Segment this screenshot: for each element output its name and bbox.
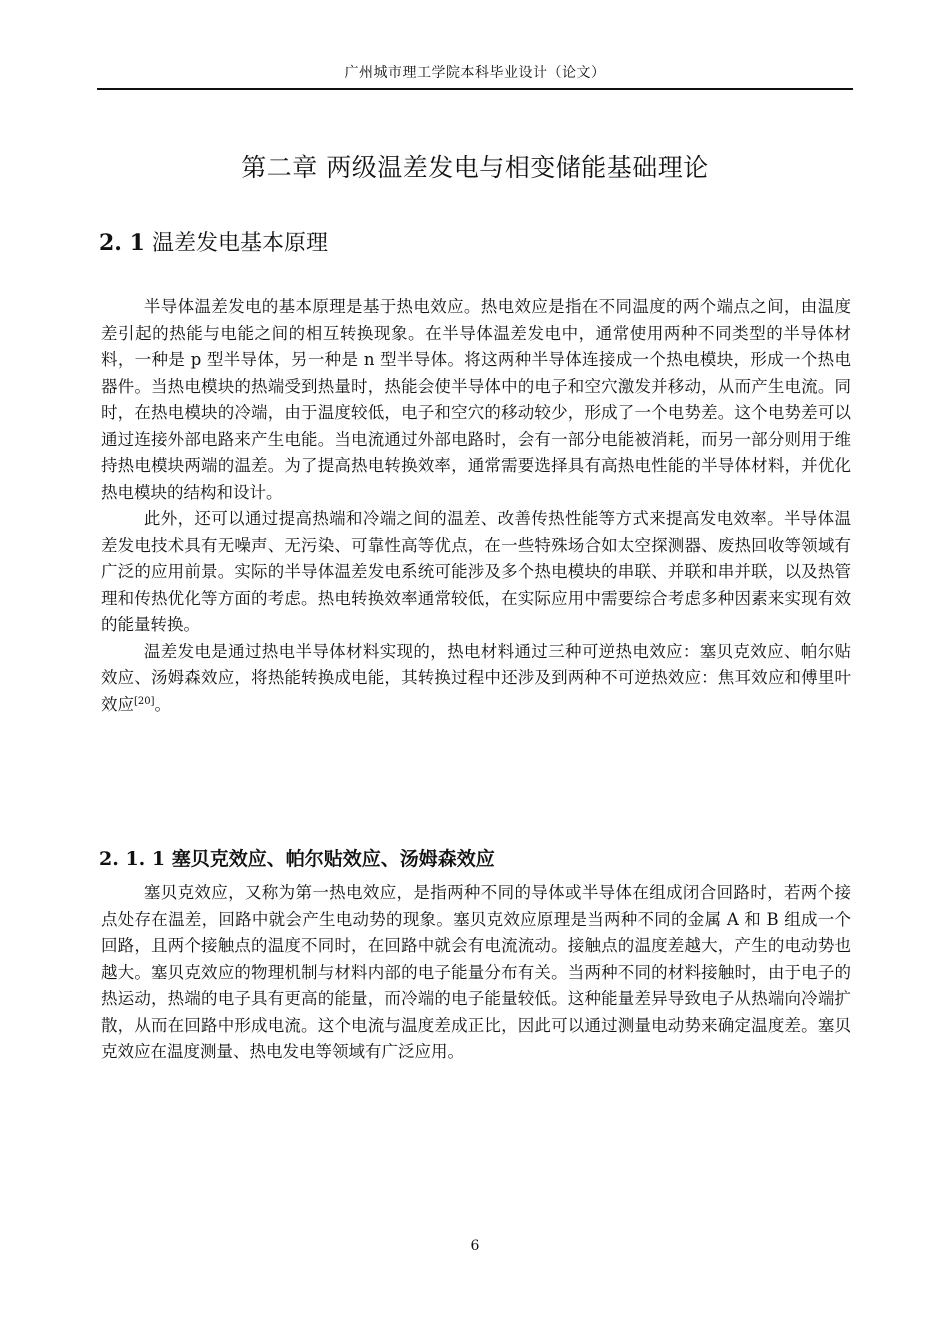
subsection-number: 2. 1. 1 bbox=[99, 848, 166, 870]
paragraph: 此外，还可以通过提高热端和冷端之间的温差、改善传热性能等方式来提高发电效率。半导体温差发电技术具有无噪声、无污染、可靠性高等优点，在一些特殊场合如太空探测器、废热回收等领域有广泛的应用前景。实际的半导体温差发电系统可能涉及多个热电模块的串联、并联和串并联，以及热管理和传热优化等方面的考虑。热电转换效率通常较低，在实际应用中需要综合考虑多种因素来实现有效的能量转换。 bbox=[101, 509, 851, 634]
page-number: 6 bbox=[470, 1238, 480, 1254]
citation-reference: [20] bbox=[134, 695, 155, 707]
subsection-title: 塞贝克效应、帕尔贴效应、汤姆森效应 bbox=[171, 848, 495, 870]
chapter-title: 第二章 两级温差发电与相变储能基础理论 bbox=[241, 153, 709, 182]
section-2-1-body bbox=[101, 294, 851, 718]
section-title: 温差发电基本原理 bbox=[151, 231, 328, 256]
paragraph-with-citation bbox=[101, 639, 851, 719]
subsection-heading-2-1-1 bbox=[99, 844, 495, 871]
subsection-2-1-1-body bbox=[101, 880, 851, 1066]
paragraph: 半导体温差发电的基本原理是基于热电效应。热电效应是指在不同温度的两个端点之间，由温度差引起的热能与电能之间的相互转换现象。在半导体温差发电中，通常使用两种不同类型的半导体材料，一种是 p 型半导体，另一种是 n 型半导体。将这两种半导体连接成一个热电模块，形成一个热电器件。当热电模块的热端受到热量时，热能会使半导体中的电子和空穴激发并移动，从而产生电流。同时，在热电模块的冷端，由于温度较低，电子和空穴的移动较少，形成了一个电势差。这个电势差可以通过连接外部电路来产生电能。当电流通过外部电路时，会有一部分电能被消耗，而另一部分则用于维持热电模块两端的温差。为了提高热电转换效率，通常需要选择具有高热电性能的半导体材料，并优化热电模块的结构和设计。 bbox=[101, 297, 851, 502]
paragraph-end-punctuation: 。 bbox=[154, 694, 172, 714]
running-header: 广州城市理工学院本科毕业设计（论文） bbox=[344, 65, 606, 81]
paragraph-text: 温差发电是通过热电半导体材料实现的，热电材料通过三种可逆热电效应：塞贝克效应、帕尔贴效应、汤姆森效应，将热能转换成电能，其转换过程中还涉及到两种不可逆热效应：焦耳效应和傅里叶效应 bbox=[101, 641, 851, 714]
section-heading-2-1 bbox=[99, 226, 328, 257]
section-number: 2. 1 bbox=[99, 230, 145, 256]
header-divider bbox=[97, 88, 853, 90]
paragraph: 塞贝克效应，又称为第一热电效应，是指两种不同的导体或半导体在组成闭合回路时，若两个接点处存在温差，回路中就会产生电动势的现象。塞贝克效应原理是当两种不同的金属 A 和 B 组成一个回路，且两个接触点的温度不同时，在回路中就会有电流流动。接触点的温度差越大，产生的电动势也越大。塞贝克效应的物理机制与材料内部的电子能量分布有关。当两种不同的材料接触时，由于电子的热运动，热端的电子具有更高的能量，而冷端的电子能量较低。这种能量差异导致电子从热端向冷端扩散，从而在回路中形成电流。这个电流与温度差成正比，因此可以通过测量电动势来确定温度差。塞贝克效应在温度测量、热电发电等领域有广泛应用。 bbox=[101, 883, 851, 1061]
